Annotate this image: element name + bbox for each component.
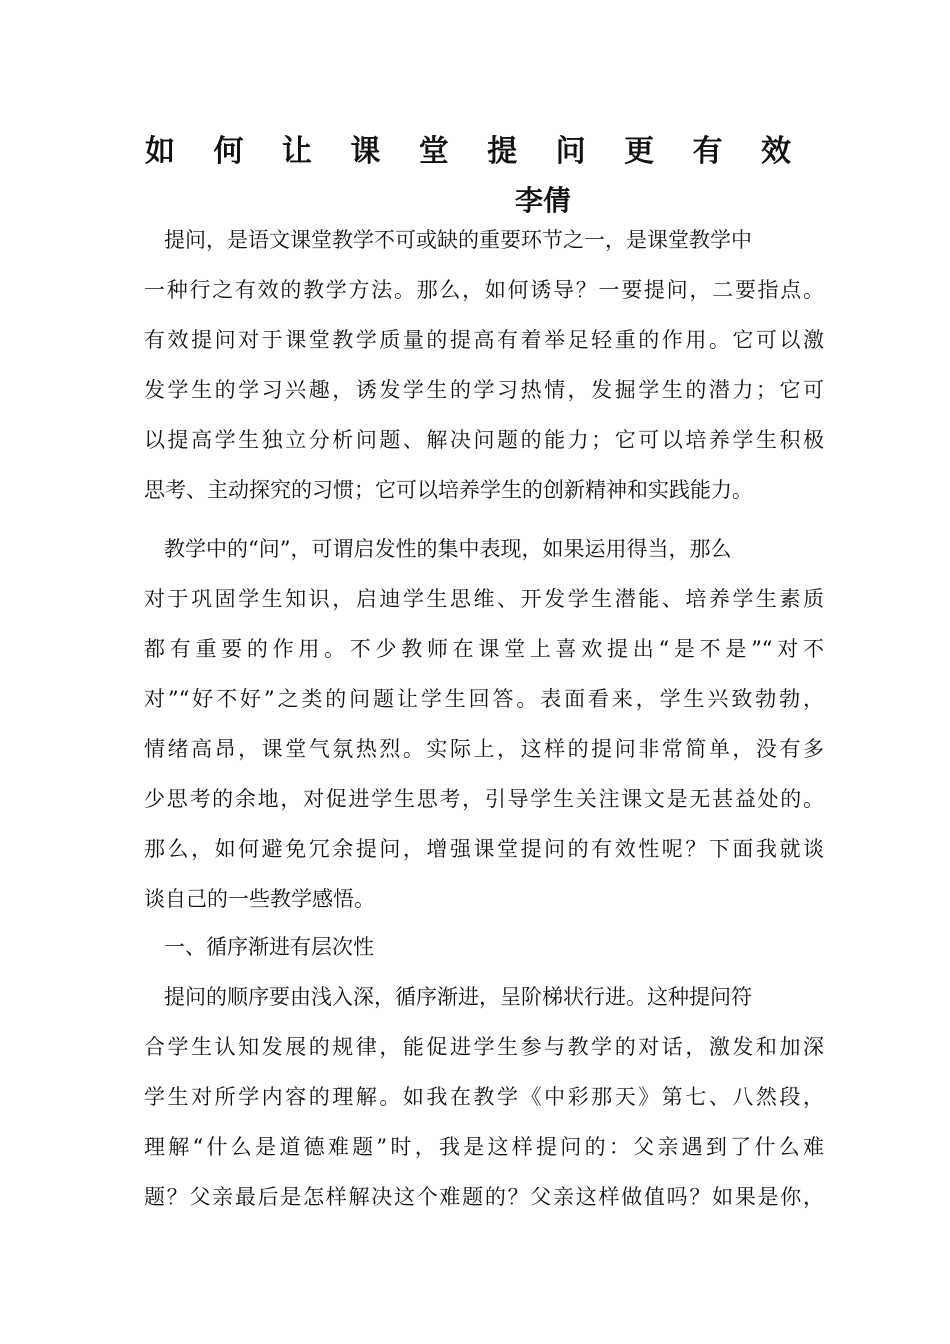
section-heading: 一、循序渐进有层次性 — [164, 935, 374, 959]
text-line: 以提高学生独立分析问题、解决问题的能力；它可以培养学生积极 — [144, 428, 824, 452]
text-line: 理解“什么是道德难题”时，我是这样提问的：父亲遇到了什么难 — [144, 1135, 824, 1159]
text-line: 谈自己的一些教学感悟。 — [144, 887, 375, 911]
text-line: 对”“好不好”之类的问题让学生回答。表面看来，学生兴致勃勃， — [144, 687, 824, 711]
section-heading-1 — [144, 922, 824, 972]
text-line: 情绪高昂，课堂气氛热烈。实际上，这样的提问非常简单，没有多 — [144, 737, 824, 761]
text-line: 教学中的“问”，可谓启发性的集中表现，如果运用得当，那么 — [164, 537, 732, 561]
text-line: 提问，是语文课堂教学不可或缺的重要环节之一，是课堂教学中 — [164, 228, 752, 252]
text-line: 少思考的余地，对促进学生思考，引导学生关注课文是无甚益处的。 — [144, 787, 824, 811]
text-line: 一种行之有效的教学方法。那么，如何诱导？一要提问，二要指点。 — [144, 278, 824, 302]
document-title: 如 何 让 课 堂 提 问 更 有 效 — [145, 134, 805, 169]
paragraph-intro — [144, 215, 824, 515]
text-line: 提问的顺序要由浅入深，循序渐进，呈阶梯状行进。这种提问符 — [164, 985, 752, 1009]
paragraph-questioning — [144, 524, 824, 924]
text-line: 题？父亲最后是怎样解决这个难题的？父亲这样做值吗？如果是你， — [144, 1185, 824, 1209]
paragraph-sequence — [144, 972, 824, 1222]
text-line: 发学生的学习兴趣，诱发学生的学习热情，发掘学生的潜力；它可 — [144, 378, 824, 402]
text-line: 对于巩固学生知识，启迪学生思维、开发学生潜能、培养学生素质 — [144, 587, 824, 611]
text-line: 那么，如何避免冗余提问，增强课堂提问的有效性呢？下面我就谈 — [144, 837, 824, 861]
text-line: 思考、主动探究的习惯；它可以培养学生的创新精神和实践能力。 — [144, 478, 753, 502]
document-author: 李倩 — [515, 184, 572, 217]
text-line: 有效提问对于课堂教学质量的提高有着举足轻重的作用。它可以激 — [144, 328, 824, 352]
text-line: 学生对所学内容的理解。如我在教学《中彩那天》第七、八然段， — [144, 1085, 824, 1109]
text-line: 都有重要的作用。不少教师在课堂上喜欢提出“是不是”“对不 — [144, 637, 824, 661]
text-line: 合学生认知发展的规律，能促进学生参与教学的对话，激发和加深 — [144, 1035, 824, 1059]
